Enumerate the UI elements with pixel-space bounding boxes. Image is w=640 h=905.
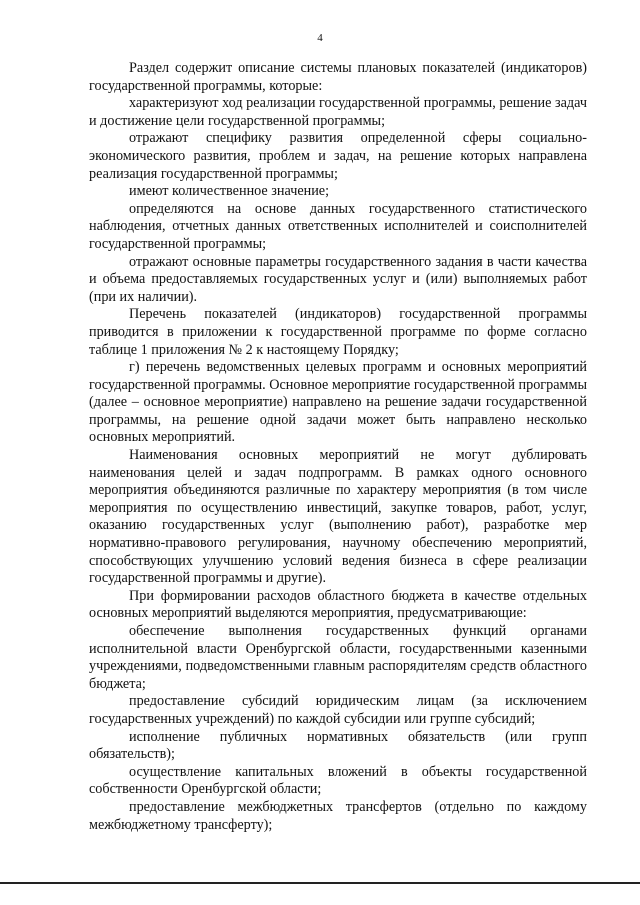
page-number: 4 [317,32,323,44]
paragraph-measure-names: Наименования основных мероприятий не могут дублировать наименования целей и задач подпрограмм. В рамках одного основного мероприятия объединяются различные по характеру мероприятия (в том числе мероприятия по осуществлению инвестиций, закупке товаров, работ, услуг, оказанию государственных услуг (выполнению работ), разработке мер нормативно-правового регулирования, научному обеспечению мероприятий, способствующих улучшению условий ведения бизнеса в сфере реализации государственной программы и другие). [89,447,587,587]
paragraph-indicator-list: Перечень показателей (индикаторов) государственной программы приводится в приложении к государственной программе по форме согласно таблице 1 приложения № 2 к настоящему Порядку; [89,306,587,358]
paragraph-quantitative: имеют количественное значение; [129,183,330,200]
paragraph-state-functions: обеспечение выполнения государственных функций органами исполнительной власти Оренбургской области, государственными казенными учреждениями, подведомственными главным распорядителям средств областного бюджета; [89,623,587,692]
paragraph-intro: Раздел содержит описание системы плановых показателей (индикаторов) государственной программы, которые: [89,60,587,94]
paragraph-departmental-programs: г) перечень ведомственных целевых программ и основных мероприятий государственной программы. Основное мероприятие государственной программы (далее – основное мероприятие) направлено на решение задачи государственной программы, на решение одной задачи может быть направлено несколько основных мероприятий. [89,359,587,446]
bottom-divider [0,882,640,884]
paragraph-subsidies: предоставление субсидий юридическим лицам (за исключением государственных учреждений) по каждой субсидии или группе субсидий; [89,693,587,727]
paragraph-reflect-parameters: отражают основные параметры государственного задания в части качества и объема предоставляемых государственных услуг и (или) выполняемых работ (при их наличии). [89,253,587,305]
paragraph-interbudget-transfers: предоставление межбюджетных трансфертов (отдельно по каждому межбюджетному трансферту); [89,798,587,833]
document-body [89,60,587,834]
paragraph-public-obligations: исполнение публичных нормативных обязательств (или групп обязательств); [89,728,587,763]
paragraph-reflect-specifics: отражают специфику развития определенной сферы социально-экономического развития, проблем и задач, на решение которых направлена реализация государственной программы; [89,130,587,182]
paragraph-budget-formation: При формировании расходов областного бюджета в качестве отдельных основных мероприятий выделяются мероприятия, предусматривающие: [89,587,587,622]
paragraph-capital-investments: осуществление капитальных вложений в объекты государственной собственности Оренбургской области; [89,763,587,798]
paragraph-determined: определяются на основе данных государственного статистического наблюдения, отчетных данных ответственных исполнителей и соисполнителей государственной программы; [89,200,587,252]
paragraph-characterize: характеризуют ход реализации государственной программы, решение задач и достижение цели государственной программы; [89,95,587,129]
